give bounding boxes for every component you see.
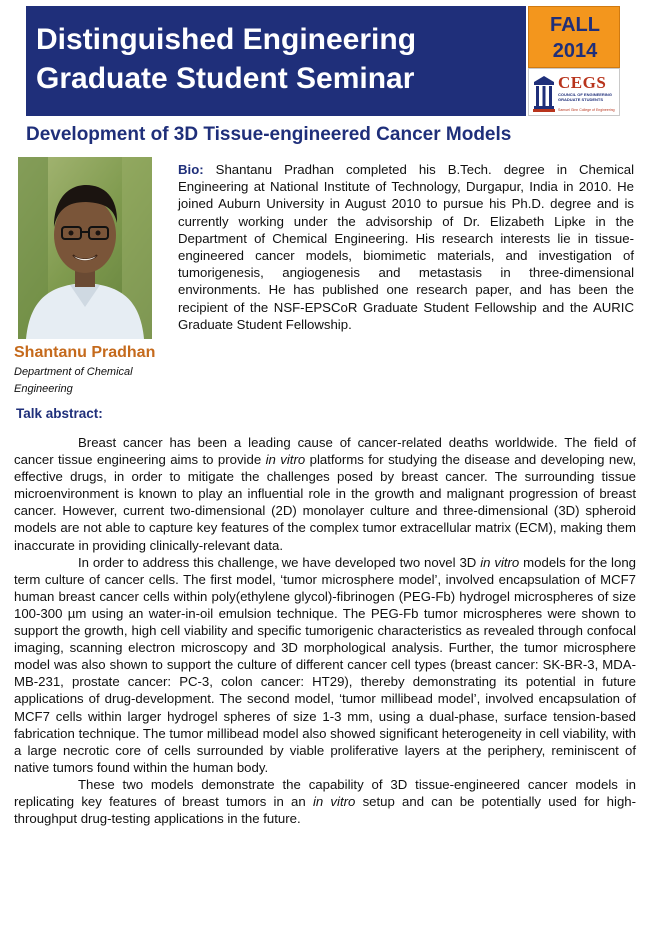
cegs-logo-wordmark: CEGS xyxy=(558,73,607,92)
seminar-title xyxy=(36,20,522,98)
speaker-photo xyxy=(18,157,152,339)
abstract-paragraph-1 xyxy=(14,434,636,554)
bio-text: Shantanu Pradhan completed his B.Tech. degree in Chemical Engineering at National Institute of Technology, Durgapur, India in 2010. He joined Auburn University in August 2010 to pursue his Ph.D. degree and is currently working under the advisorship of Dr. Elizabeth Lipke in the Department of Chemical Engineering. His research interests lie in tissue-engineered cancer models, biomimetic materials, and investigation of tumorigenesis, angiogenesis and metastasis in three-dimensional environments. He has published one research paper, and has been the recipient of the NSF-EPSCoR Graduate Student Fellowship and the AURIC Graduate Student Fellowship. xyxy=(178,162,634,332)
speaker-name: Shantanu Pradhan xyxy=(14,344,156,361)
season-year: 2014 xyxy=(552,40,598,62)
bio-label: Bio: xyxy=(178,162,204,177)
abstract-p1-text-cont: platforms for studying the disease and developing new, effective drugs, in order to mitigate the challenges posed by breast cancer. The surrounding tissue microenvironment is known to play an influential role in the growth and malignant progression of breast cancer. However, current two-dimensional (2D) monolayer culture and three-dimensional (3D) spheroid models are not able to capture key features of the complex tumor extracellular matrix (ECM), making them inaccurate in providing clinically-relevant data. xyxy=(14,452,636,553)
cegs-tagline: Samuel Ginn College of Engineering xyxy=(558,108,615,112)
abstract-p3-text-cont: setup and can be potentially used for high-throughput drug-testing applications in the future. xyxy=(14,793,636,827)
cegs-full-name-line2: GRADUATE STUDENTS xyxy=(558,97,604,102)
abstract-paragraph-2 xyxy=(14,554,636,776)
abstract-p3-text: These two models demonstrate the capability of 3D tissue-engineered cancer models in replicating key features of breast tumors in an xyxy=(14,776,636,809)
abstract-p3-italic: in vitro xyxy=(312,793,356,809)
abstract-paragraph-3 xyxy=(14,776,636,827)
season-label: FALL xyxy=(550,14,600,36)
header-banner xyxy=(26,6,526,116)
talk-title: Development of 3D Tissue-engineered Cancer Models xyxy=(26,124,512,145)
abstract-p2-text: In order to address this challenge, we have developed two novel 3D xyxy=(78,554,481,570)
abstract-p2-text-cont: models for the long term culture of cancer cells. The first model, ‘tumor microsphere model’, involved encapsulation of MCF7 human breast cancer cells within poly(ethylene glycol)-fibrinogen (PEG-Fb) hydrogel microspheres of size 100-300 µm using an water-in-oil emulsion technique. The PEG-Fb tumor microspheres were shown to support the growth, high cell viability and specific tumorigenic characteristics as revealed through confocal imaging, scanning electron microscopy and 3D morphological analysis. Further, the tumor microsphere model was also shown to support the culture of different cancer cell types (breast cancer: SK-BR-3, MDA-MB-231, prostate cancer: PC-3, colon cancer: HT29), thereby demonstrating its potential in future applications of drug-development. The second model, ‘tumor millibead model’, involved encapsulation of MCF7 cells within larger hydrogel spheres of size 1-3 mm, using a dual-phase, surface tension-based fabrication technique. The tumor millibead model also showed significant heterogeneity in cell viability, with a large necrotic core of cells surrounded by viable proliferative layers at the periphery, reminiscent of native tumors found within the human body. xyxy=(14,554,636,775)
cegs-full-name-line1: COUNCIL OF ENGINEERING xyxy=(558,92,612,97)
seminar-title-line2: Graduate Student Seminar xyxy=(36,62,415,95)
cegs-logo-panel xyxy=(528,68,620,116)
speaker-bio xyxy=(178,161,634,333)
cegs-full-name xyxy=(558,92,620,102)
cegs-column-logo-icon xyxy=(533,74,555,112)
abstract-body xyxy=(14,434,636,827)
seminar-title-line1: Distinguished Engineering xyxy=(36,23,417,56)
abstract-p2-italic: in vitro xyxy=(480,554,520,570)
speaker-department: Department of Chemical Engineering xyxy=(14,366,133,395)
abstract-p1-text: Breast cancer has been a leading cause of cancer-related deaths worldwide. The field of cancer tissue engineering aims to provide xyxy=(14,435,636,468)
abstract-p1-italic: in vitro xyxy=(265,452,306,468)
speaker-portrait-image xyxy=(18,157,152,339)
abstract-heading: Talk abstract: xyxy=(16,406,103,421)
season-badge xyxy=(528,6,620,68)
